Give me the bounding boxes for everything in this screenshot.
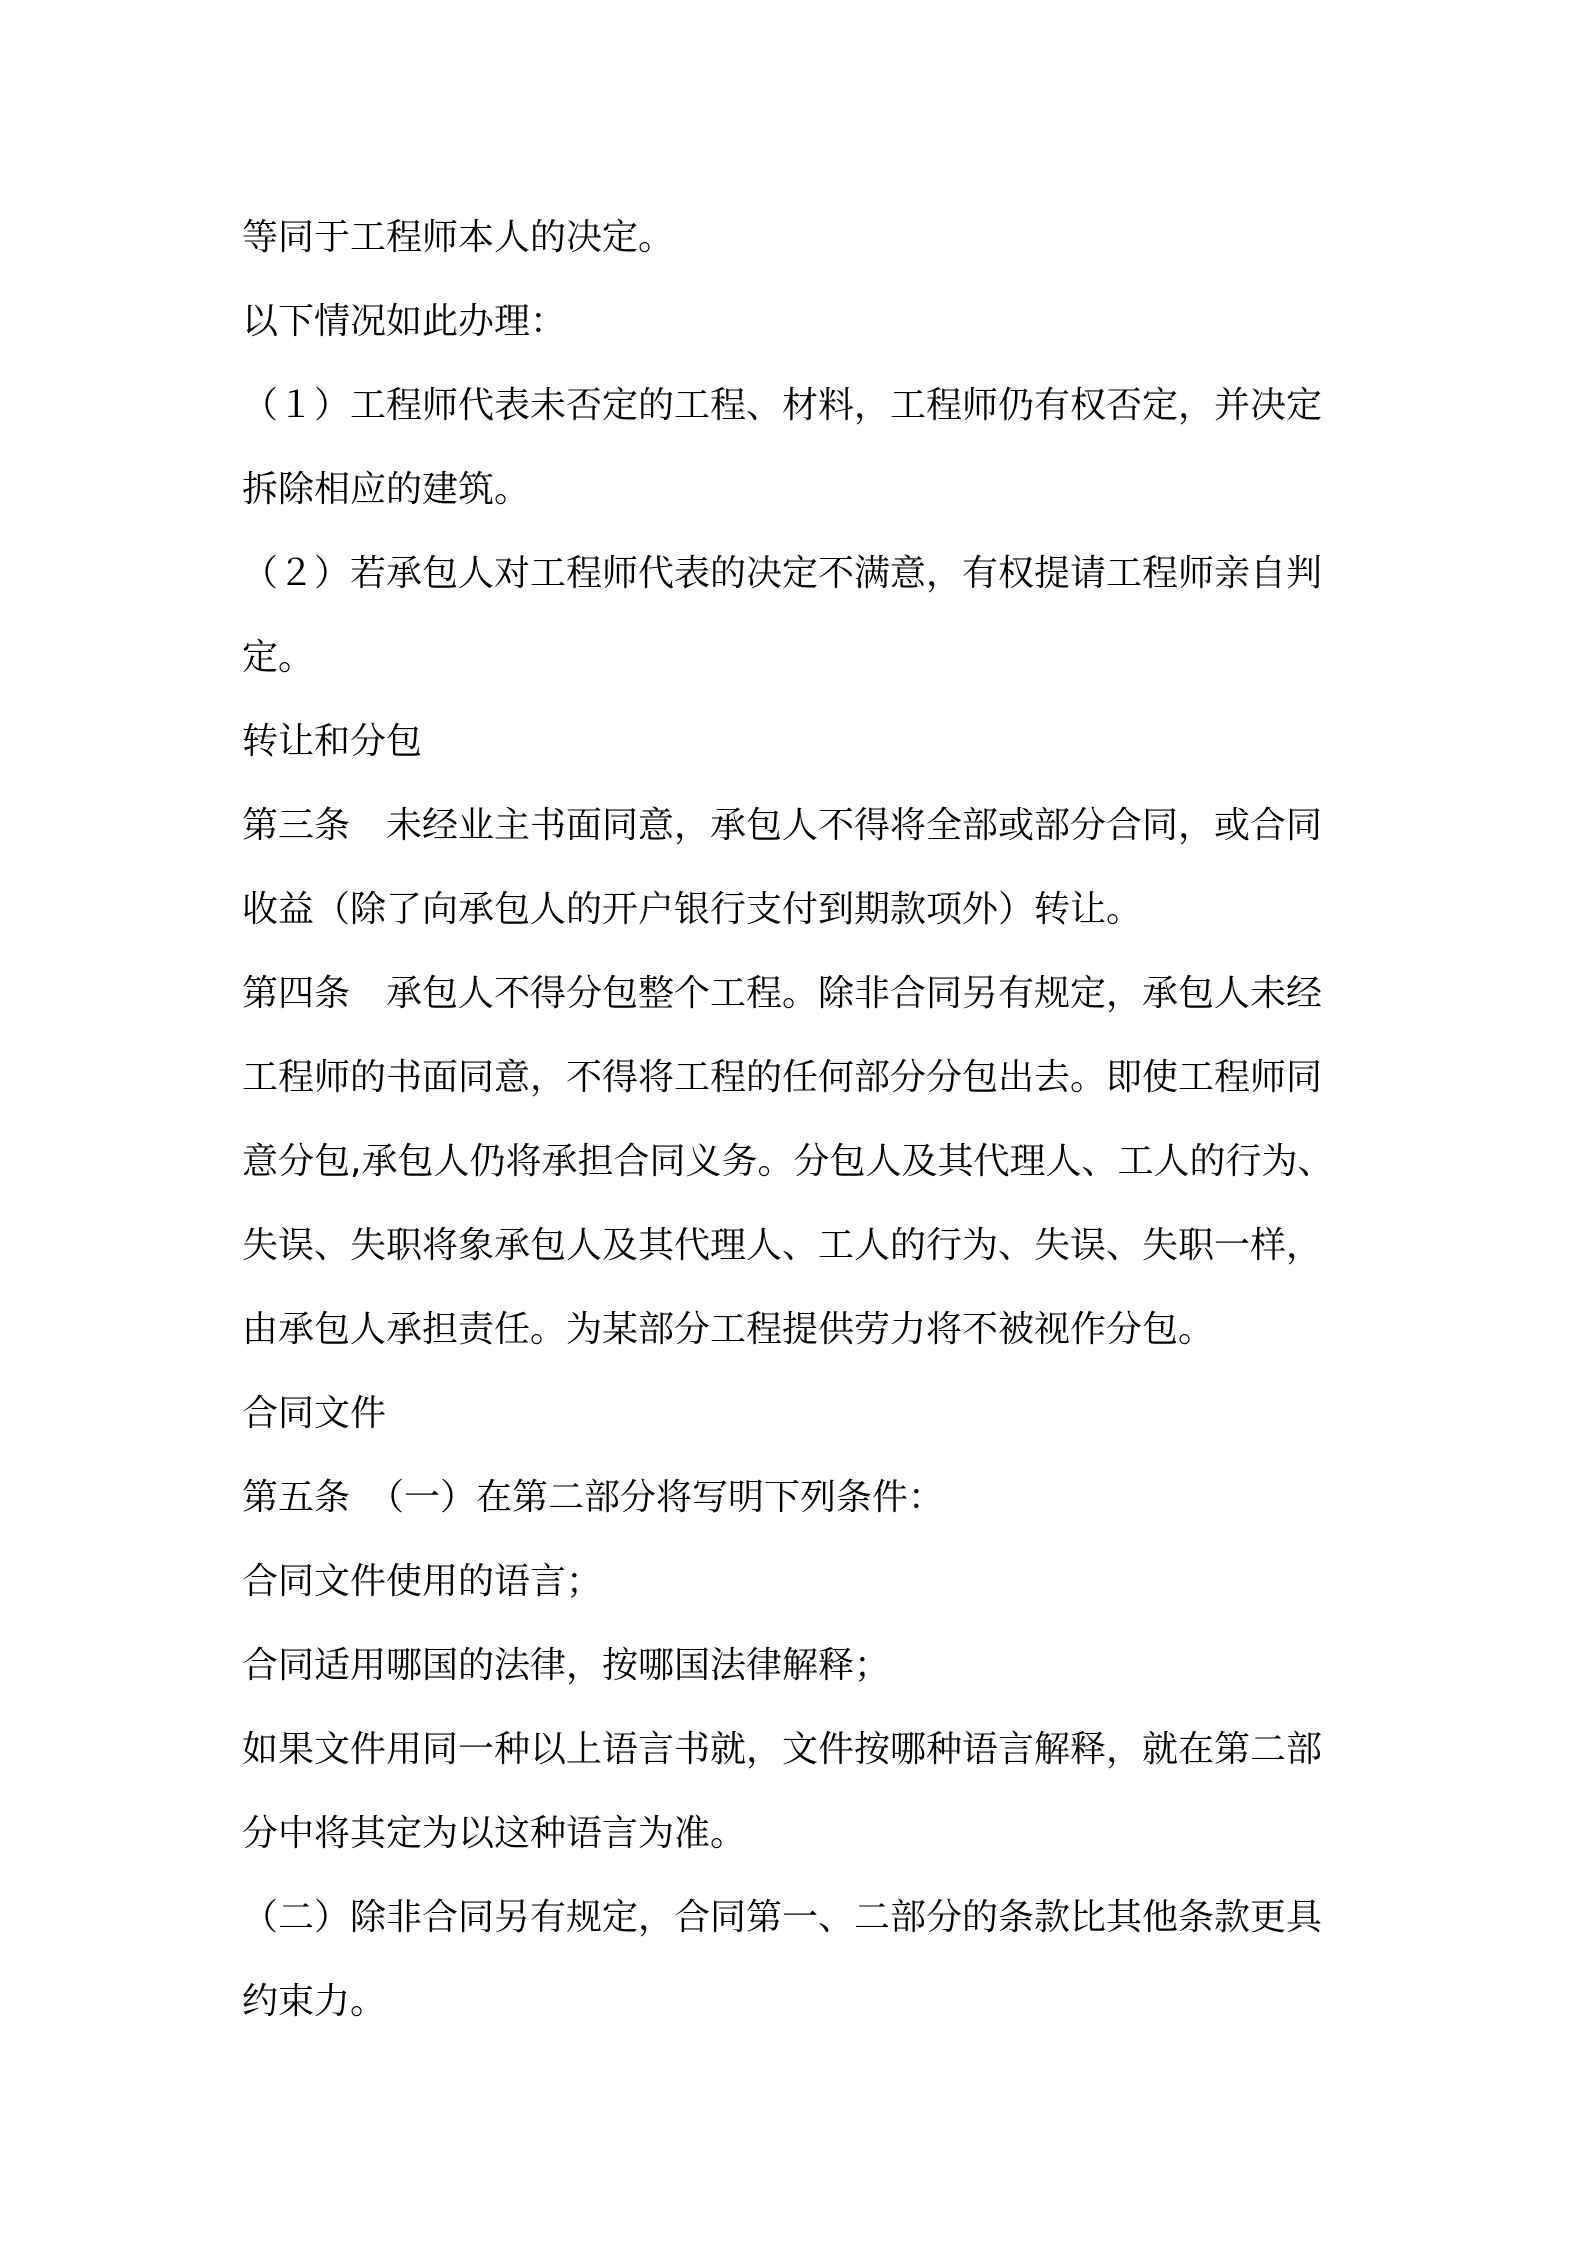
paragraph-line: （２）若承包人对工程师代表的决定不满意，有权提请工程师亲自判	[242, 553, 1323, 594]
article-line: 第五条 （一）在第二部分将写明下列条件：	[242, 1477, 945, 1518]
paragraph-line: （二）除非合同另有规定，合同第一、二部分的条款比其他条款更具	[242, 1897, 1323, 1938]
article-line: 第四条 承包人不得分包整个工程。除非合同另有规定，承包人未经	[242, 973, 1323, 1014]
paragraph-line: 约束力。	[242, 1981, 387, 2022]
paragraph-line: （１）工程师代表未否定的工程、材料，工程师仍有权否定，并决定	[242, 385, 1323, 426]
document-body	[242, 196, 1362, 2044]
paragraph-line: 拆除相应的建筑。	[242, 469, 531, 510]
paragraph-line: 收益（除了向承包人的开户银行支付到期款项外）转让。	[242, 889, 1143, 930]
paragraph-line: 分中将其定为以这种语言为准。	[242, 1813, 747, 1854]
paragraph-line: 由承包人承担责任。为某部分工程提供劳力将不被视作分包。	[242, 1309, 1215, 1350]
article-line: 第三条 未经业主书面同意，承包人不得将全部或部分合同，或合同	[242, 805, 1323, 846]
paragraph-line: 合同适用哪国的法律，按哪国法律解释；	[242, 1645, 891, 1686]
paragraph-line: 合同文件使用的语言；	[242, 1561, 603, 1602]
section-heading: 合同文件	[242, 1393, 387, 1434]
paragraph-line: 以下情况如此办理：	[242, 301, 567, 342]
paragraph-line: 意分包,承包人仍将承担合同义务。分包人及其代理人、工人的行为、	[242, 1141, 1334, 1182]
paragraph-line: 如果文件用同一种以上语言书就，文件按哪种语言解释，就在第二部	[242, 1729, 1323, 1770]
paragraph-line: 等同于工程师本人的决定。	[242, 217, 675, 258]
paragraph-line: 失误、失职将象承包人及其代理人、工人的行为、失误、失职一样，	[242, 1225, 1323, 1266]
paragraph-line: 工程师的书面同意，不得将工程的任何部分分包出去。即使工程师同	[242, 1057, 1323, 1098]
section-heading: 转让和分包	[242, 721, 423, 762]
paragraph-line: 定。	[242, 637, 315, 678]
